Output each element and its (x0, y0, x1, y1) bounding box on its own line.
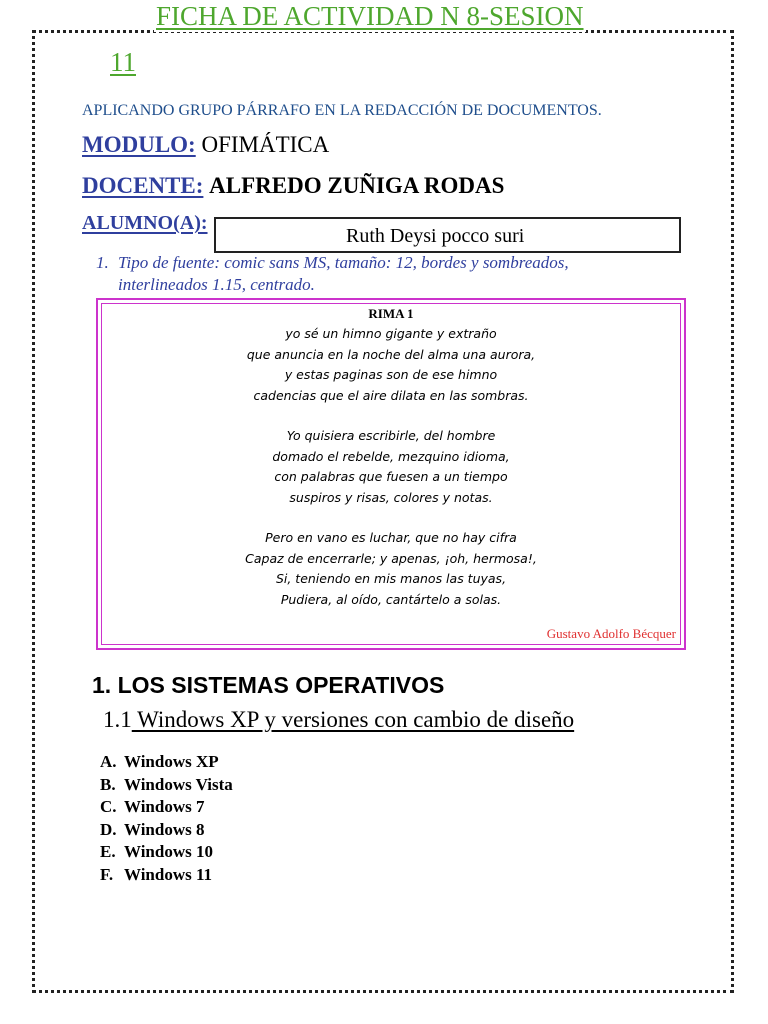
poem-stanza-1 (98, 324, 684, 406)
poem-title: RIMA 1 (368, 306, 414, 321)
poem-line: Pudiera, al oído, cantártelo a solas. (280, 591, 502, 607)
alumno-field (82, 212, 208, 235)
list-text: Windows 8 (124, 819, 205, 839)
poem-line: Pero en vano es luchar, que no hay cifra (265, 530, 517, 545)
modulo-value: OFIMÁTICA (201, 132, 330, 157)
docente-field (82, 173, 504, 199)
alumno-label: ALUMNO(A): (82, 212, 208, 234)
list-text: Windows 10 (124, 842, 213, 861)
list-item (100, 796, 233, 819)
instruction-line-2: interlineados 1.15, centrado. (118, 275, 315, 294)
docente-value: ALFREDO ZUÑIGA RODAS (209, 173, 505, 198)
document-title: FICHA DE ACTIVIDAD N 8-SESION (156, 1, 584, 31)
student-name-box[interactable]: Ruth Deysi pocco suri (214, 217, 681, 253)
poem-line: que anuncia en la noche del alma una aurora, (246, 346, 536, 362)
list-item (100, 841, 233, 864)
section-subheading (103, 707, 574, 733)
list-letter: F. (100, 864, 114, 884)
list-text: Windows 7 (124, 797, 205, 816)
session-number: 11 (110, 47, 136, 77)
poem-author: Gustavo Adolfo Bécquer (546, 626, 676, 641)
poem-stanza-2 (98, 426, 684, 508)
list-letter: A. (100, 752, 117, 771)
list-text: Windows XP (124, 752, 219, 771)
section-heading: 1. LOS SISTEMAS OPERATIVOS (92, 672, 445, 698)
poem-line: yo sé un himno gigante y extraño (285, 326, 497, 341)
windows-list (100, 751, 233, 886)
poem-line: domado el rebelde, mezquino idioma, (272, 448, 510, 464)
instruction-line-1: Tipo de fuente: comic sans MS, tamaño: 12, bordes y sombreados, (118, 253, 569, 272)
poem-line: Yo quisiera escribirle, del hombre (286, 428, 496, 443)
list-letter: D. (100, 819, 117, 839)
poem-line: suspiros y risas, colores y notas. (289, 489, 493, 505)
document-subtitle: APLICANDO GRUPO PÁRRAFO EN LA REDACCIÓN DE DOCUMENTOS. (82, 102, 602, 119)
poem-stanza-3 (98, 528, 684, 610)
subheading-number: 1.1 (103, 707, 132, 732)
list-item (100, 751, 233, 774)
subheading-title: Windows XP y versiones con cambio de diseño (131, 707, 575, 732)
modulo-field (82, 132, 329, 158)
poem-line: y estas paginas son de ese himno (284, 367, 498, 382)
docente-label: DOCENTE: (82, 173, 204, 198)
list-letter: B. (100, 774, 116, 794)
poem-line: con palabras que fuesen a un tiempo (274, 469, 508, 484)
poem-line: cadencias que el aire dilata en las sombras. (253, 387, 529, 403)
instruction (96, 252, 696, 296)
list-item (100, 819, 233, 842)
list-text: Windows Vista (124, 774, 233, 794)
modulo-label: MODULO: (82, 132, 196, 157)
list-letter: C. (100, 797, 117, 816)
list-text: Windows 11 (124, 864, 213, 884)
list-item (100, 774, 233, 797)
poem-line: Capaz de encerrarle; y apenas, ¡oh, hermosa!, (245, 550, 537, 566)
list-letter: E. (100, 842, 116, 861)
list-item (100, 864, 233, 887)
poem-line: Si, teniendo en mis manos las tuyas, (275, 571, 507, 586)
poem-box (96, 298, 686, 650)
instruction-number: 1. (96, 253, 109, 272)
